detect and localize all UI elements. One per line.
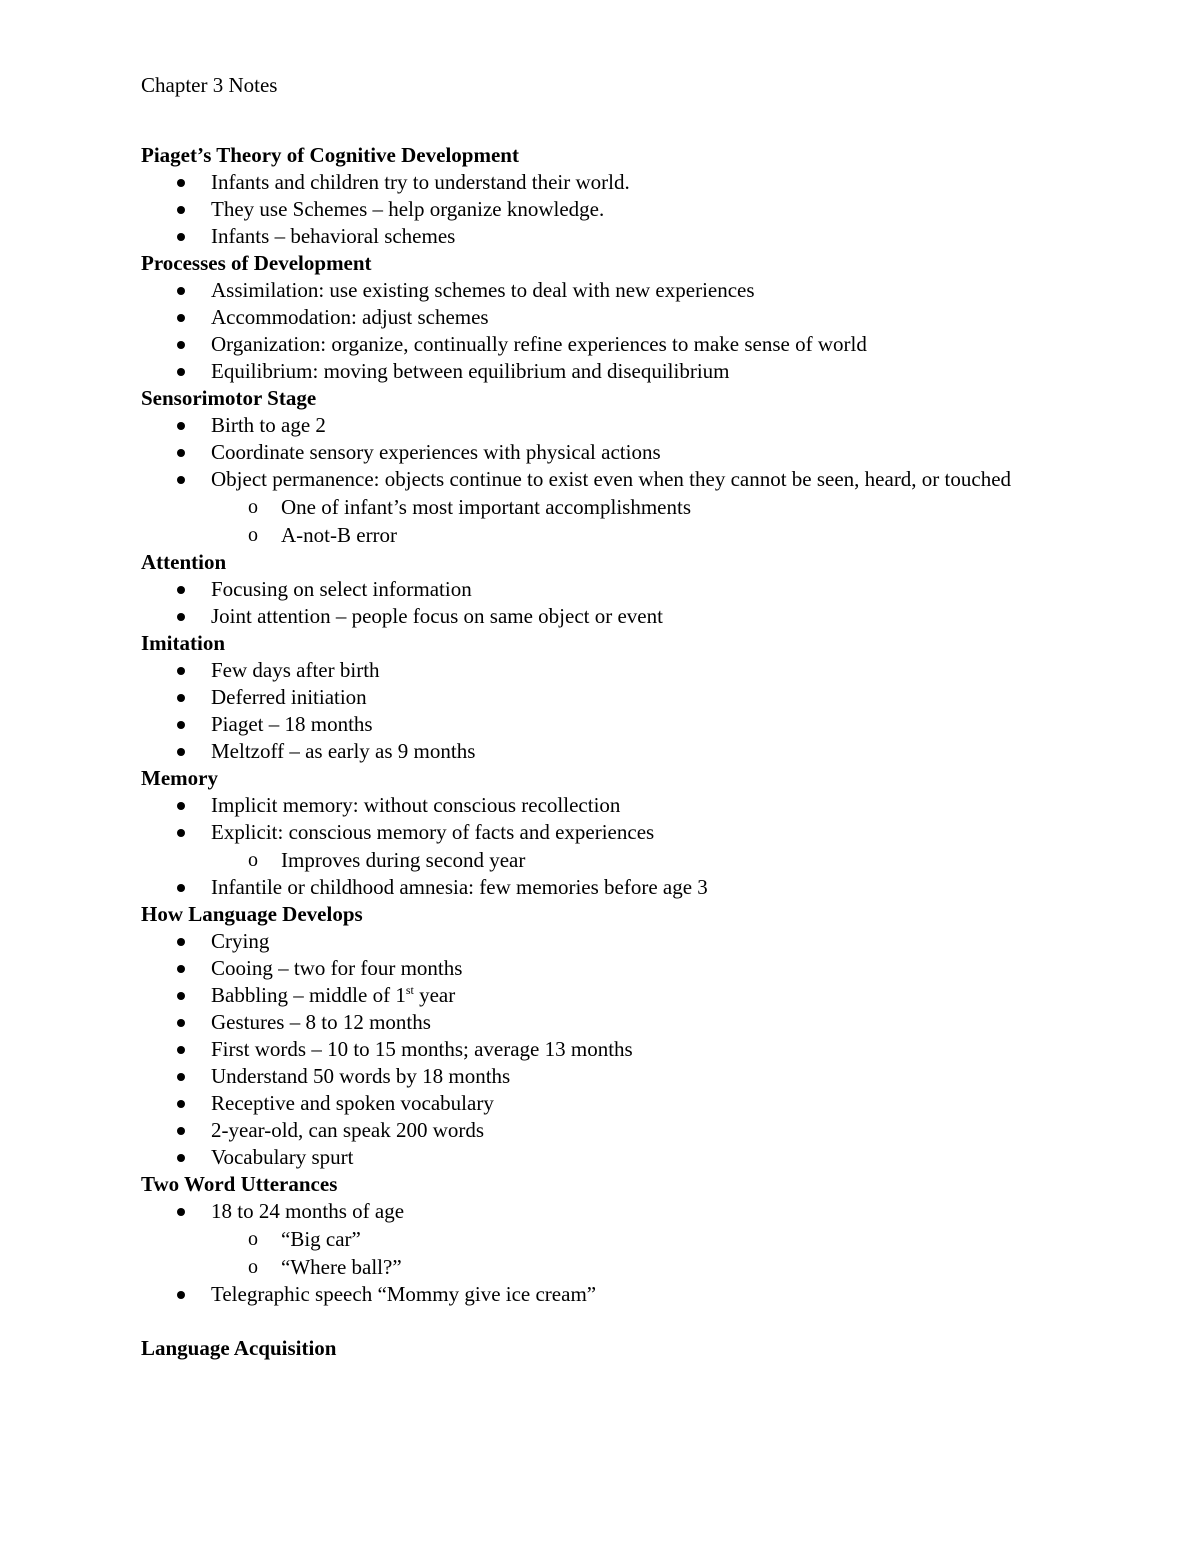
list-item [211, 277, 1061, 304]
sub-list-item [248, 1225, 1061, 1253]
list-item [211, 684, 1061, 711]
list-item [211, 223, 1061, 250]
item-text: First words – 10 to 15 months; average 13 months [211, 1037, 633, 1061]
circle-bullet-icon: o [248, 1256, 258, 1278]
circle-bullet-icon: o [248, 849, 258, 871]
bullet-icon [177, 422, 185, 430]
bullet-icon [177, 233, 185, 241]
item-text: Meltzoff – as early as 9 months [211, 739, 476, 763]
sub-list-item [248, 1253, 1061, 1281]
bullet-icon [177, 1127, 185, 1135]
bullet-icon [177, 1291, 185, 1299]
bullet-icon [177, 613, 185, 621]
item-text: Object permanence: objects continue to exist even when they cannot be seen, heard, or touched [211, 467, 1012, 491]
bullet-icon [177, 179, 185, 187]
list-item [211, 358, 1061, 385]
list-sensorimotor [141, 412, 1061, 549]
item-text: Few days after birth [211, 658, 380, 682]
list-item [211, 196, 1061, 223]
item-text: “Big car” [281, 1227, 361, 1251]
bullet-icon [177, 449, 185, 457]
sub-list-item [248, 846, 1061, 874]
list-item [211, 819, 1061, 874]
item-text: Telegraphic speech “Mommy give ice cream” [211, 1282, 597, 1306]
list-item [211, 928, 1061, 955]
bullet-icon [177, 1208, 185, 1216]
list-processes [141, 277, 1061, 385]
heading-attention: Attention [141, 550, 227, 574]
list-item [211, 331, 1061, 358]
item-text: Infantile or childhood amnesia: few memories before age 3 [211, 875, 708, 899]
bullet-icon [177, 1019, 185, 1027]
item-text: Birth to age 2 [211, 413, 326, 437]
circle-bullet-icon: o [248, 1228, 258, 1250]
heading-two-word-utterances: Two Word Utterances [141, 1172, 338, 1196]
item-text: Infants and children try to understand their world. [211, 170, 630, 194]
item-text: Improves during second year [281, 848, 526, 872]
bullet-icon [177, 314, 185, 322]
sublist-examples [211, 1225, 1061, 1281]
bullet-icon [177, 368, 185, 376]
bullet-icon [177, 938, 185, 946]
item-text: Gestures – 8 to 12 months [211, 1010, 431, 1034]
list-item [211, 792, 1061, 819]
item-text: Crying [211, 929, 270, 953]
bullet-icon [177, 721, 185, 729]
bullet-icon [177, 667, 185, 675]
item-text: Equilibrium: moving between equilibrium and disequilibrium [211, 359, 730, 383]
sublist-object-permanence [211, 493, 1061, 549]
bullet-icon [177, 965, 185, 973]
list-item [211, 1063, 1061, 1090]
heading-piaget-theory: Piaget’s Theory of Cognitive Development [141, 143, 519, 167]
item-text: Piaget – 18 months [211, 712, 373, 736]
list-piaget-theory [141, 169, 1061, 250]
item-text: One of infant’s most important accomplishments [281, 495, 692, 519]
list-item [211, 955, 1061, 982]
document-title: Chapter 3 Notes [141, 73, 278, 97]
list-item [211, 1036, 1061, 1063]
heading-processes: Processes of Development [141, 251, 372, 275]
item-text: Joint attention – people focus on same object or event [211, 604, 663, 628]
item-text: Coordinate sensory experiences with physical actions [211, 440, 661, 464]
item-text: Explicit: conscious memory of facts and experiences [211, 820, 655, 844]
sub-list-item [248, 493, 1061, 521]
list-item [211, 603, 1061, 630]
list-attention [141, 576, 1061, 630]
bullet-icon [177, 829, 185, 837]
item-text: Understand 50 words by 18 months [211, 1064, 511, 1088]
bullet-icon [177, 1154, 185, 1162]
list-language-develops [141, 928, 1061, 1171]
list-item [211, 466, 1061, 549]
bullet-icon [177, 586, 185, 594]
heading-sensorimotor: Sensorimotor Stage [141, 386, 317, 410]
bullet-icon [177, 1100, 185, 1108]
heading-language-develops: How Language Develops [141, 902, 363, 926]
spacer [141, 1308, 1061, 1335]
heading-imitation: Imitation [141, 631, 225, 655]
item-text: They use Schemes – help organize knowledge. [211, 197, 605, 221]
list-memory [141, 792, 1061, 901]
bullet-icon [177, 206, 185, 214]
item-text-tail: year [413, 983, 456, 1007]
list-item [211, 1117, 1061, 1144]
circle-bullet-icon: o [248, 524, 258, 546]
spacer [141, 99, 1061, 142]
list-item [211, 1090, 1061, 1117]
list-item [211, 1144, 1061, 1171]
list-item [211, 711, 1061, 738]
bullet-icon [177, 884, 185, 892]
circle-bullet-icon: o [248, 496, 258, 518]
item-text: Receptive and spoken vocabulary [211, 1091, 494, 1115]
bullet-icon [177, 992, 185, 1000]
sublist-explicit [211, 846, 1061, 874]
list-item [211, 439, 1061, 466]
item-text: 2-year-old, can speak 200 words [211, 1118, 485, 1142]
bullet-icon [177, 1046, 185, 1054]
bullet-icon [177, 476, 185, 484]
item-text: Accommodation: adjust schemes [211, 305, 489, 329]
heading-language-acquisition: Language Acquisition [141, 1336, 337, 1360]
heading-memory: Memory [141, 766, 218, 790]
list-item [211, 576, 1061, 603]
item-text: Assimilation: use existing schemes to deal with new experiences [211, 278, 755, 302]
list-item [211, 874, 1061, 901]
superscript: st [405, 983, 414, 997]
list-item [211, 657, 1061, 684]
list-item [211, 738, 1061, 765]
bullet-icon [177, 802, 185, 810]
item-text: Organization: organize, continually refine experiences to make sense of world [211, 332, 867, 356]
list-item [211, 982, 1061, 1009]
list-item [211, 1198, 1061, 1281]
bullet-icon [177, 694, 185, 702]
sub-list-item [248, 521, 1061, 549]
bullet-icon [177, 748, 185, 756]
item-text: “Where ball?” [281, 1255, 402, 1279]
list-item [211, 304, 1061, 331]
list-imitation [141, 657, 1061, 765]
list-item [211, 412, 1061, 439]
list-item [211, 1281, 1061, 1308]
list-item [211, 1009, 1061, 1036]
list-two-word-utterances [141, 1198, 1061, 1308]
item-text: Vocabulary spurt [211, 1145, 354, 1169]
item-text: 18 to 24 months of age [211, 1199, 405, 1223]
item-text: A-not-B error [281, 523, 398, 547]
item-text: Deferred initiation [211, 685, 367, 709]
bullet-icon [177, 1073, 185, 1081]
item-text: Focusing on select information [211, 577, 472, 601]
item-text: Babbling – middle of 1 [211, 983, 406, 1007]
item-text: Implicit memory: without conscious recollection [211, 793, 621, 817]
item-text: Cooing – two for four months [211, 956, 463, 980]
document-page [141, 72, 1061, 1362]
item-text: Infants – behavioral schemes [211, 224, 456, 248]
bullet-icon [177, 287, 185, 295]
bullet-icon [177, 341, 185, 349]
list-item [211, 169, 1061, 196]
